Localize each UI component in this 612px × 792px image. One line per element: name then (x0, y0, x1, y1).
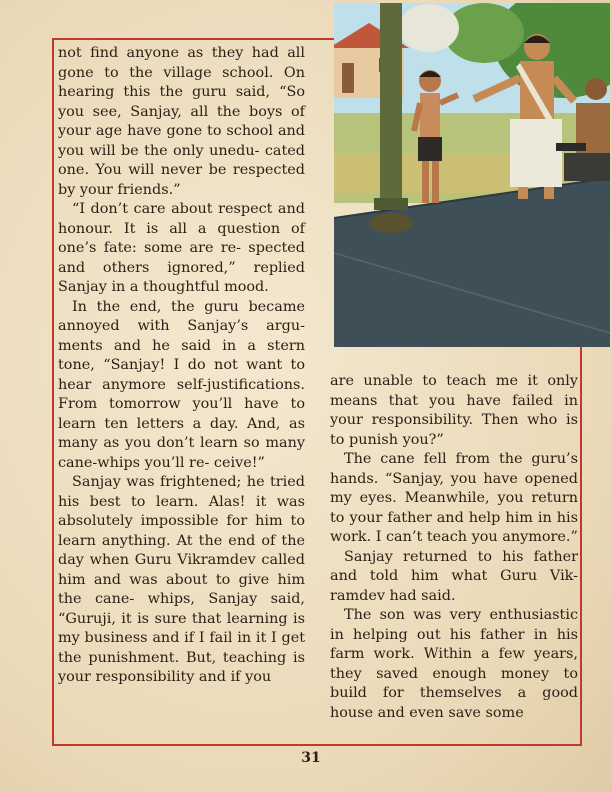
paragraph: are unable to teach me it only means that you have failed in your responsibility. Then who is to punish you?” (330, 373, 578, 448)
frame-line-left (52, 38, 54, 744)
story-illustration (334, 3, 610, 347)
page-number: 31 (301, 750, 321, 766)
frame-line-bottom (52, 744, 582, 746)
paragraph: “I don’t care about respect and honour. It is all a question of one’s fate: some are re- spected and others ignored,” replied Sanjay in a thoughtful mood. (58, 201, 305, 295)
paragraph: Sanjay was frightened; he tried his best to learn. Alas! it was absolutely impossible for him to learn anything. At the end of the day when Guru Vikramdev called him and was about to give him the cane- whips, Sanjay said, “Guruji, it is sure that learning is my business and if I fail in it I get the punishment. But, teaching is your responsibility and if you (58, 474, 305, 685)
paragraph: The cane fell from the guru’s hands. “Sanjay, you have opened my eyes. Meanwhile, you return to your father and help him in his work. I can’t teach you anymore.” (330, 451, 578, 545)
frame-line-top (52, 38, 335, 40)
frame-line-right (580, 346, 582, 746)
paragraph: Sanjay returned to his father and told him what Guru Vik- ramdev had said. (330, 548, 578, 604)
right-text-column (330, 372, 578, 723)
paragraph: not find anyone as they had all gone to the village school. On hearing this the guru said, “So you see, Sanjay, all the boys of your age have gone to school and you will be the only unedu- cated one. You will never be respected by your friends.” (58, 45, 305, 198)
paragraph: The son was very enthusiastic in helping out his father in his farm work. Within a few years, they saved enough money to build for themselves a good house and even save some (330, 607, 578, 721)
left-text-column (58, 44, 305, 688)
paragraph: In the end, the guru became annoyed with Sanjay’s argu- ments and he said in a stern tone, “Sanjay! I do not want to hear anymore self-justifications. From tomorrow you’ll have to learn ten letters a day. And, as many as you don’t learn so many cane-whips you’ll re- ceive!” (58, 298, 305, 471)
